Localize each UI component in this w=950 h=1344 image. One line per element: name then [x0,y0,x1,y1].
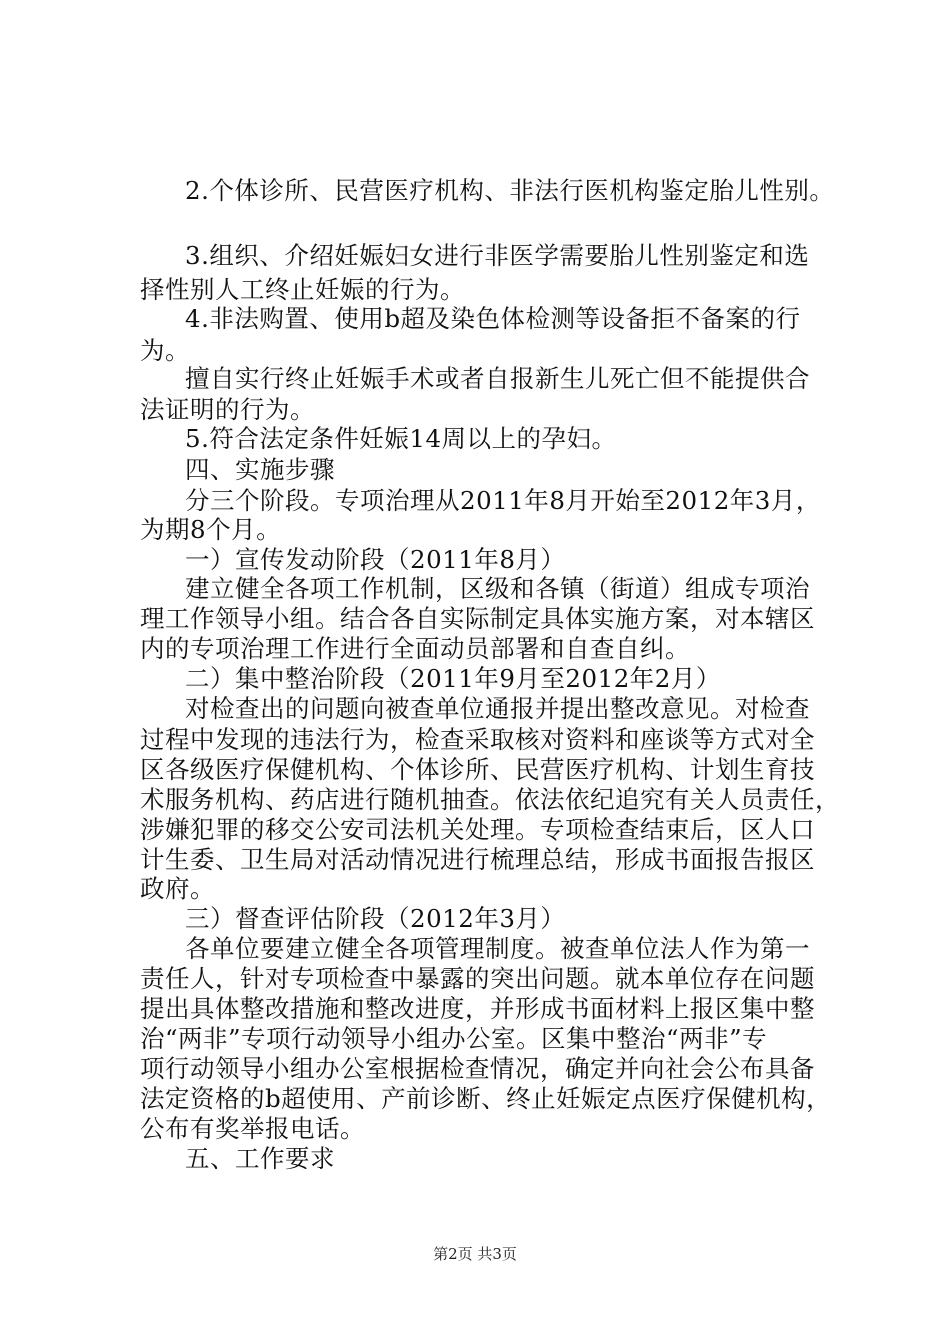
paragraph-line: 责任人，针对专项检查中暴露的突出问题。就本单位存在问题 [140,964,815,993]
page-number-footer: 第2页 共3页 [433,1245,517,1263]
paragraph-line: 建立健全各项工作机制，区级和各镇（街道）组成专项治 [185,574,810,603]
subsection-heading: 三）督查评估阶段（2012年3月） [185,904,566,933]
paragraph-line: 各单位要建立健全各项管理制度。被查单位法人作为第一 [185,934,810,963]
paragraph-line: 术服务机构、药店进行随机抽查。依法依纪追究有关人员责任， [140,785,840,814]
paragraph-line: 3.组织、介绍妊娠妇女进行非医学需要胎儿性别鉴定和选 [185,241,810,270]
paragraph-line: 区各级医疗保健机构、个体诊所、民营医疗机构、计划生育技 [140,755,815,784]
paragraph-line: 过程中发现的违法行为，检查采取核对资料和座谈等方式对全 [140,725,815,754]
paragraph-line: 为期8个月。 [140,515,282,544]
paragraph-line: 对检查出的问题向被查单位通报并提出整改意见。对检查 [185,694,810,723]
paragraph-line: 内的专项治理工作进行全面动员部署和自查自纠。 [140,634,690,663]
paragraph-line: 提出具体整改措施和整改进度，并形成书面材料上报区集中整 [140,994,815,1023]
paragraph-line: 分三个阶段。专项治理从2011年8月开始至2012年3月， [185,486,821,515]
paragraph-line: 擅自实行终止妊娠手术或者自报新生儿死亡但不能提供合 [185,364,810,393]
paragraph-line: 法证明的行为。 [140,395,315,424]
paragraph-line: 项行动领导小组办公室根据检查情况，确定并向社会公布具备 [140,1054,815,1083]
paragraph-line: 择性别人工终止妊娠的行为。 [140,275,465,304]
section-heading: 四、实施步骤 [185,455,335,484]
paragraph-line: 涉嫌犯罪的移交公安司法机关处理。专项检查结束后，区人口 [140,815,815,844]
paragraph-line: 公布有奖举报电话。 [140,1114,365,1143]
paragraph-line: 为。 [140,336,190,365]
subsection-heading: 一）宣传发动阶段（2011年8月） [185,545,566,574]
paragraph-line: 法定资格的b超使用、产前诊断、终止妊娠定点医疗保健机构， [140,1084,832,1113]
paragraph-line: 治“两非”专项行动领导小组办公室。区集中整治“两非”专 [140,1024,768,1053]
paragraph-line: 计生委、卫生局对活动情况进行梳理总结，形成书面报告报区 [140,845,815,874]
paragraph-line: 政府。 [140,874,215,903]
subsection-heading: 二）集中整治阶段（2011年9月至2012年2月） [185,664,721,693]
paragraph-line: 2.个体诊所、民营医疗机构、非法行医机构鉴定胎儿性别。 [185,176,835,205]
paragraph-line: 4.非法购置、使用b超及染色体检测等设备拒不备案的行 [185,304,801,333]
paragraph-line: 理工作领导小组。结合各自实际制定具体实施方案，对本辖区 [140,604,815,633]
paragraph-line: 5.符合法定条件妊娠14周以上的孕妇。 [185,424,617,453]
section-heading: 五、工作要求 [185,1144,335,1173]
